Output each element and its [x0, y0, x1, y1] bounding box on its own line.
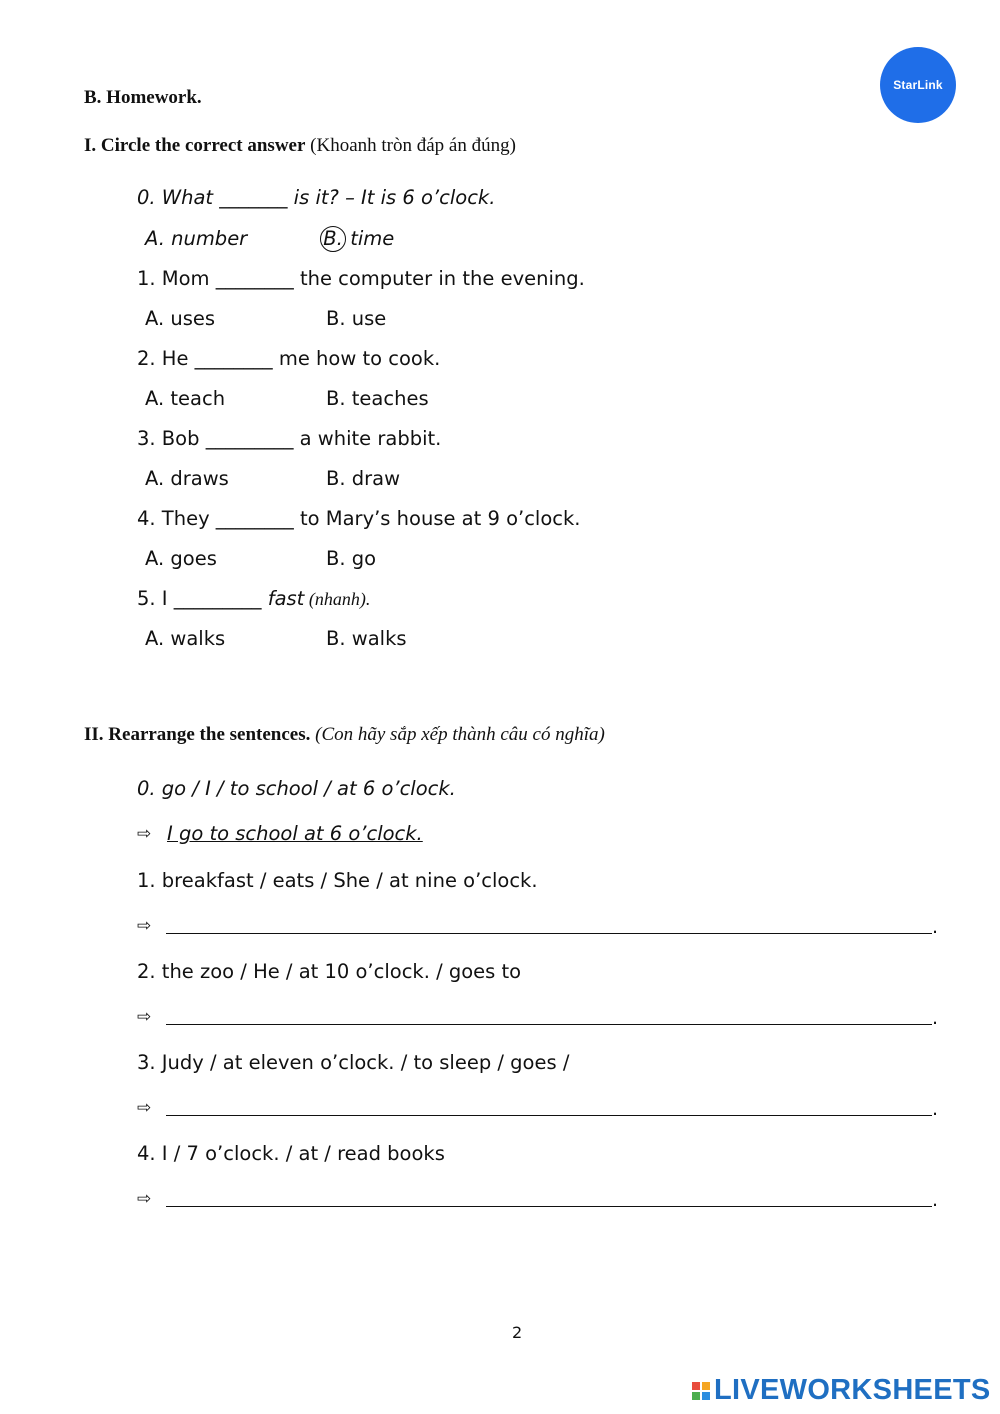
example-option-b-text: time [344, 227, 395, 250]
example-option-b [323, 226, 395, 252]
logo-square [702, 1392, 710, 1400]
logo-square [692, 1382, 700, 1390]
example-answer: I go to school at 6 o’clock. [167, 822, 423, 845]
example-question: 0. What _______ is it? – It is 6 o’clock. [137, 186, 496, 209]
question-5-option-b[interactable]: B. walks [326, 627, 407, 650]
section2-title [84, 724, 605, 746]
question-2-option-b[interactable]: B. teaches [326, 387, 429, 410]
question-1-option-a[interactable]: A. uses [145, 307, 216, 330]
answer-line-3[interactable] [166, 1115, 932, 1116]
arrow-icon: ⇨ [137, 916, 152, 936]
page-number: 2 [512, 1323, 523, 1342]
question-4-option-a[interactable]: A. goes [145, 547, 217, 570]
rearrange-item-4: 4. I / 7 o’clock. / at / read books [137, 1142, 445, 1165]
question-4: 4. They ________ to Mary’s house at 9 o’clock. [137, 507, 581, 530]
question-4-option-b[interactable]: B. go [326, 547, 377, 570]
liveworksheets-footer [692, 1374, 991, 1407]
section2-title-italic: (Con hãy sắp xếp thành câu có nghĩa) [315, 724, 605, 745]
answer-line-1[interactable] [166, 933, 932, 934]
example-option-a: A. number [145, 227, 248, 250]
section1-title-bold: I. Circle the correct answer [84, 135, 306, 156]
question-5-emph: fast [267, 587, 305, 610]
question-3: 3. Bob _________ a white rabbit. [137, 427, 442, 450]
question-2: 2. He ________ me how to cook. [137, 347, 441, 370]
liveworksheets-brand: LIVEWORKSHEETS [714, 1374, 991, 1406]
example-prompt: 0. go / I / to school / at 6 o’clock. [137, 777, 456, 800]
logo-text: StarLink [893, 77, 943, 92]
answer-line-4[interactable] [166, 1206, 932, 1207]
answer-line-2[interactable] [166, 1024, 932, 1025]
logo-square [692, 1392, 700, 1400]
question-5-note: (nhanh). [304, 589, 371, 609]
arrow-icon: ⇨ [137, 824, 152, 844]
liveworksheets-logo-icon [692, 1382, 710, 1400]
arrow-icon: ⇨ [137, 1098, 152, 1118]
section2-title-bold: II. Rearrange the sentences. [84, 724, 311, 745]
question-5-text: 5. I _________ [137, 587, 268, 610]
question-1: 1. Mom ________ the computer in the evening. [137, 267, 585, 290]
question-3-option-a[interactable]: A. draws [145, 467, 229, 490]
rearrange-item-1: 1. breakfast / eats / She / at nine o’clock. [137, 869, 538, 892]
line-end-dot: . [932, 1189, 939, 1211]
line-end-dot: . [932, 1098, 939, 1120]
question-3-option-b[interactable]: B. draw [326, 467, 401, 490]
starlink-logo [880, 47, 956, 123]
arrow-icon: ⇨ [137, 1189, 152, 1209]
arrow-icon: ⇨ [137, 1007, 152, 1027]
section1-title-normal: (Khoanh tròn đáp án đúng) [310, 135, 516, 156]
rearrange-item-3: 3. Judy / at eleven o’clock. / to sleep / goes / [137, 1051, 570, 1074]
line-end-dot: . [932, 1007, 939, 1029]
question-2-option-a[interactable]: A. teach [145, 387, 226, 410]
rearrange-item-2: 2. the zoo / He / at 10 o’clock. / goes to [137, 960, 522, 983]
question-5-option-a[interactable]: A. walks [145, 627, 226, 650]
question-1-option-b[interactable]: B. use [326, 307, 387, 330]
section1-title [84, 135, 516, 157]
circled-answer: B. [320, 226, 346, 252]
question-5 [137, 587, 370, 610]
logo-square [702, 1382, 710, 1390]
line-end-dot: . [932, 916, 939, 938]
homework-title: B. Homework. [84, 87, 202, 108]
